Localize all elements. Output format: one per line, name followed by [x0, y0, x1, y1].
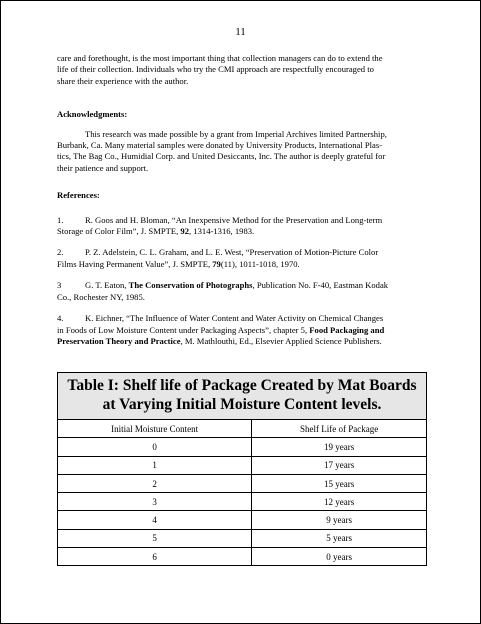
shelf-life-cell: 17 years [252, 456, 426, 474]
moisture-cell: 2 [58, 474, 252, 492]
acknowledgments-paragraph [57, 129, 427, 175]
table-row [58, 456, 426, 474]
reference-text: in Foods of Low Moisture Content under Packaging Aspects”, chapter 5, [57, 324, 310, 335]
column-header-shelf-life: Shelf Life of Package [252, 420, 426, 438]
reference-item [57, 247, 427, 270]
table-title [58, 373, 426, 420]
data-table [58, 420, 426, 565]
reference-number: 3 [57, 280, 62, 291]
table-title-line: at Varying Initial Moisture Content levels. [102, 396, 382, 413]
moisture-cell: 5 [58, 529, 252, 547]
reference-text: Films Having Permanent Value”, J. SMPTE, [57, 258, 213, 269]
reference-number: 4. [57, 313, 64, 324]
table-row [58, 529, 426, 547]
reference-item [57, 215, 427, 238]
reference-text: Storage of Color Film”, J. SMPTE, [57, 226, 181, 237]
table-row [58, 474, 426, 492]
moisture-cell: 6 [58, 548, 252, 566]
moisture-cell: 1 [58, 456, 252, 474]
reference-text: , 1314-1316, 1983. [189, 226, 255, 237]
shelf-life-cell: 12 years [252, 493, 426, 511]
moisture-cell: 3 [58, 493, 252, 511]
shelf-life-cell: 0 years [252, 548, 426, 566]
reference-text: R. Goos and H. Bloman, “An Inexpensive Method for the Preservation and Long-term [85, 214, 383, 225]
reference-text: Co., Rochester NY, 1985. [57, 291, 145, 302]
ack-line: their patience and support. [57, 162, 149, 173]
reference-text: , M. Mathlouthi, Ed., Elsevier Applied Science Publishers. [180, 335, 382, 346]
table-header-row [58, 420, 426, 438]
reference-text: (11), 1011-1018, 1970. [220, 258, 300, 269]
reference-book-title: The Conservation of Photographs [128, 280, 253, 291]
reference-volume: 92 [180, 226, 190, 237]
references-heading: References: [57, 190, 100, 201]
shelf-life-table [57, 372, 427, 566]
table-row [58, 493, 426, 511]
reference-text: K. Eichner, “The Influence of Water Content and Water Activity on Chemical Changes [85, 313, 384, 324]
body-text [57, 53, 427, 357]
moisture-cell: 0 [58, 438, 252, 456]
table-title-line: Table I: Shelf life of Package Created by Mat Boards [67, 377, 417, 394]
intro-line: life of their collection. Individuals who try the CMI approach are respectfully encouraged to [57, 64, 374, 75]
ack-line: Burbank, Ca. Many material samples were donated by University Products, International Plas- [57, 140, 383, 151]
reference-book-title: Preservation Theory and Practice [57, 335, 181, 346]
column-header-moisture: Initial Moisture Content [111, 423, 199, 434]
reference-number: 2. [57, 247, 64, 258]
reference-item [57, 313, 427, 347]
table-row [58, 511, 426, 529]
page-number: 11 [235, 26, 246, 38]
ack-line: tics, The Bag Co., Humidial Corp. and United Desiccants, Inc. The author is deeply grateful for [57, 151, 386, 162]
shelf-life-cell: 5 years [252, 529, 426, 547]
intro-line: care and forethought, is the most important thing that collection managers can do to extend the [57, 53, 383, 63]
reference-text: P. Z. Adelstein, C. L. Graham, and L. E. West, “Preservation of Motion-Picture Color [85, 247, 379, 258]
table-row [58, 438, 426, 456]
reference-item [57, 280, 427, 303]
reference-number: 1. [57, 214, 64, 225]
table-row [58, 548, 426, 566]
reference-book-title: Food Packaging and [309, 324, 385, 335]
moisture-cell: 4 [58, 511, 252, 529]
shelf-life-cell: 15 years [252, 474, 426, 492]
reference-text: G. T. Eaton, [85, 280, 129, 291]
shelf-life-cell: 9 years [252, 511, 426, 529]
reference-volume: 79 [212, 258, 221, 269]
shelf-life-cell: 19 years [252, 438, 426, 456]
intro-paragraph [57, 53, 427, 87]
reference-text: , Publication No. F-40, Eastman Kodak [252, 280, 389, 291]
ack-line: This research was made possible by a grant from Imperial Archives limited Partnership, [85, 128, 387, 139]
intro-line: share their experience with the author. [57, 75, 189, 86]
acknowledgments-heading: Acknowledgments: [57, 109, 128, 120]
